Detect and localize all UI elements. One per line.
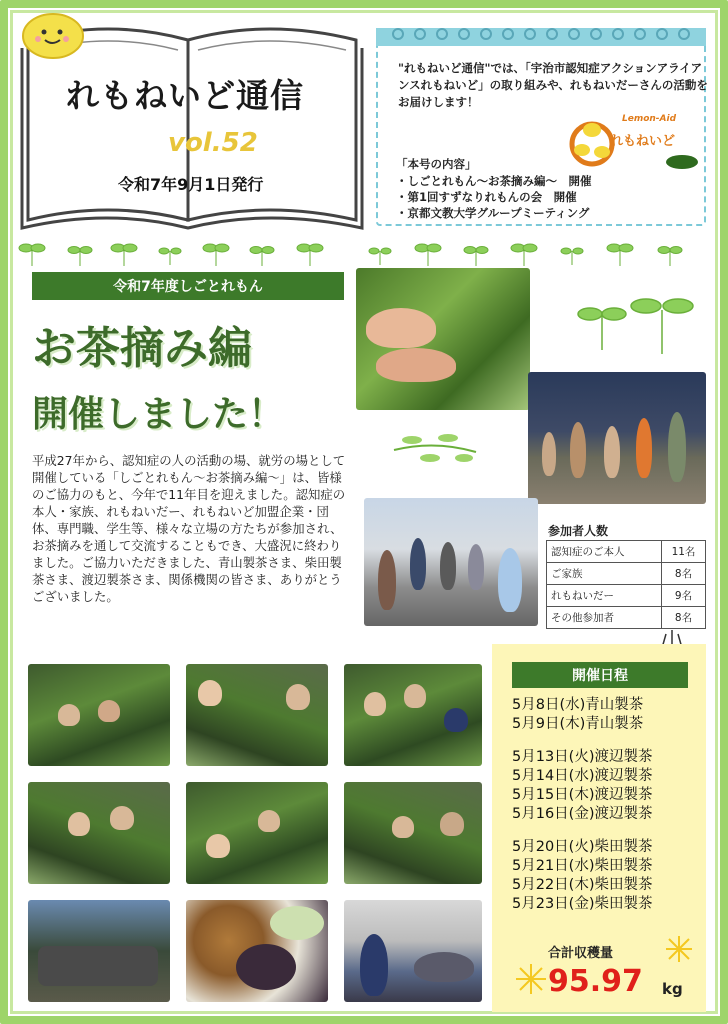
toc-title: 「本号の内容」	[396, 157, 477, 171]
intro-text: "れもねいど通信"では、「宇治市認知症アクションアライアンスれもねいど」の取り組みや、れもねいだーさんの活動をお届けします！	[398, 61, 708, 109]
headline-line1: お茶摘み編	[32, 323, 252, 374]
toc-item: ・京都文教大学グループミーティング	[396, 206, 590, 220]
participant-label: ご家族	[547, 563, 662, 585]
schedule-date: 5月22日(木)柴田製茶	[512, 877, 653, 893]
photo-grid-9	[344, 900, 482, 1002]
table-row	[547, 563, 706, 585]
newsletter-title: れもねいど通信	[66, 76, 304, 115]
schedule-date: 5月23日(金)柴田製茶	[512, 896, 653, 912]
participant-label: 認知症のご本人	[547, 541, 662, 563]
lemon-aid-logo	[564, 110, 704, 170]
schedule-date: 5月14日(水)渡辺製茶	[512, 768, 653, 784]
schedule-list	[512, 696, 653, 914]
photo-grid-5	[186, 782, 328, 884]
photo-grid-3	[344, 664, 482, 766]
schedule-date: 5月9日(木)青山製茶	[512, 716, 644, 732]
photo-grid-2	[186, 664, 328, 766]
schedule-title: 開催日程	[512, 662, 688, 688]
table-row	[547, 541, 706, 563]
table-row	[547, 585, 706, 607]
issue-date: 令和7年9月1日発行	[118, 175, 264, 194]
photo-grid-7	[28, 900, 170, 1002]
photo-group-street	[364, 498, 538, 626]
logo-tagline: Lemon-Aid	[622, 114, 677, 124]
title-book	[18, 10, 368, 238]
sprout-pair-icon	[570, 288, 700, 358]
harvest-value: 95.97	[548, 964, 643, 999]
participant-count: 8名	[662, 563, 706, 585]
starburst-right-icon	[664, 934, 694, 964]
photo-tea-picking-hands	[356, 268, 530, 410]
logo-name: れもねいど	[610, 134, 676, 149]
starburst-left-icon	[514, 962, 548, 996]
toc-list	[396, 173, 592, 221]
participant-count: 11名	[662, 541, 706, 563]
sprout-row-icon	[10, 240, 718, 268]
photo-group-cheering	[528, 372, 706, 504]
schedule-date: 5月8日(水)青山製茶	[512, 697, 644, 713]
lemon-mascot-icon	[18, 10, 88, 62]
toc-item: ・しごとれもん～お茶摘み編～ 開催	[396, 174, 592, 188]
photo-grid-6	[344, 782, 482, 884]
participant-label: その他参加者	[547, 607, 662, 629]
harvest-label: 合計収穫量	[548, 946, 614, 961]
intro-box	[376, 28, 706, 226]
tea-leaf-branch-icon	[390, 430, 480, 470]
photo-grid-8	[186, 900, 328, 1002]
schedule-date: 5月16日(金)渡辺製茶	[512, 806, 653, 822]
headline-line2: 開催しました！	[32, 394, 285, 435]
schedule-date: 5月20日(火)柴田製茶	[512, 839, 653, 855]
schedule-date: 5月15日(木)渡辺製茶	[512, 787, 653, 803]
schedule-date: 5月21日(水)柴田製茶	[512, 858, 653, 874]
participant-label: れもねいだー	[547, 585, 662, 607]
article-body: 平成27年から、認知症の人の活動の場、就労の場として開催している「しごとれもん～お茶摘み編～」は、皆様のご協力のもと、今年で11年目を迎えました。認知症の本人・家族、れもねいだー、れもねいど加盟企業・団体、専門職、学生等、様々な立場の方たちが参加され、お茶摘みを通して交流することもでき、大盛況に終わりました。ご協力いただきました、青山製茶さま、柴田製茶さま、渡辺製茶さま、関係機関の皆さま、ありがとうございました。	[32, 453, 346, 604]
table-row	[547, 607, 706, 629]
harvest-unit: kg	[662, 980, 683, 998]
schedule-date: 5月13日(火)渡辺製茶	[512, 749, 653, 765]
photo-grid-4	[28, 782, 170, 884]
participants-table	[546, 540, 706, 629]
participants-title: 参加者人数	[548, 524, 609, 538]
section-label: 令和7年度しごとれもん	[32, 272, 344, 300]
participant-count: 9名	[662, 585, 706, 607]
photo-grid-1	[28, 664, 170, 766]
participant-count: 8名	[662, 607, 706, 629]
toc-item: ・第1回すずなりれもんの会 開催	[396, 190, 577, 204]
schedule-panel	[492, 644, 706, 1012]
volume-number: vol.52	[168, 128, 258, 158]
notebook-rings-icon	[388, 22, 698, 44]
